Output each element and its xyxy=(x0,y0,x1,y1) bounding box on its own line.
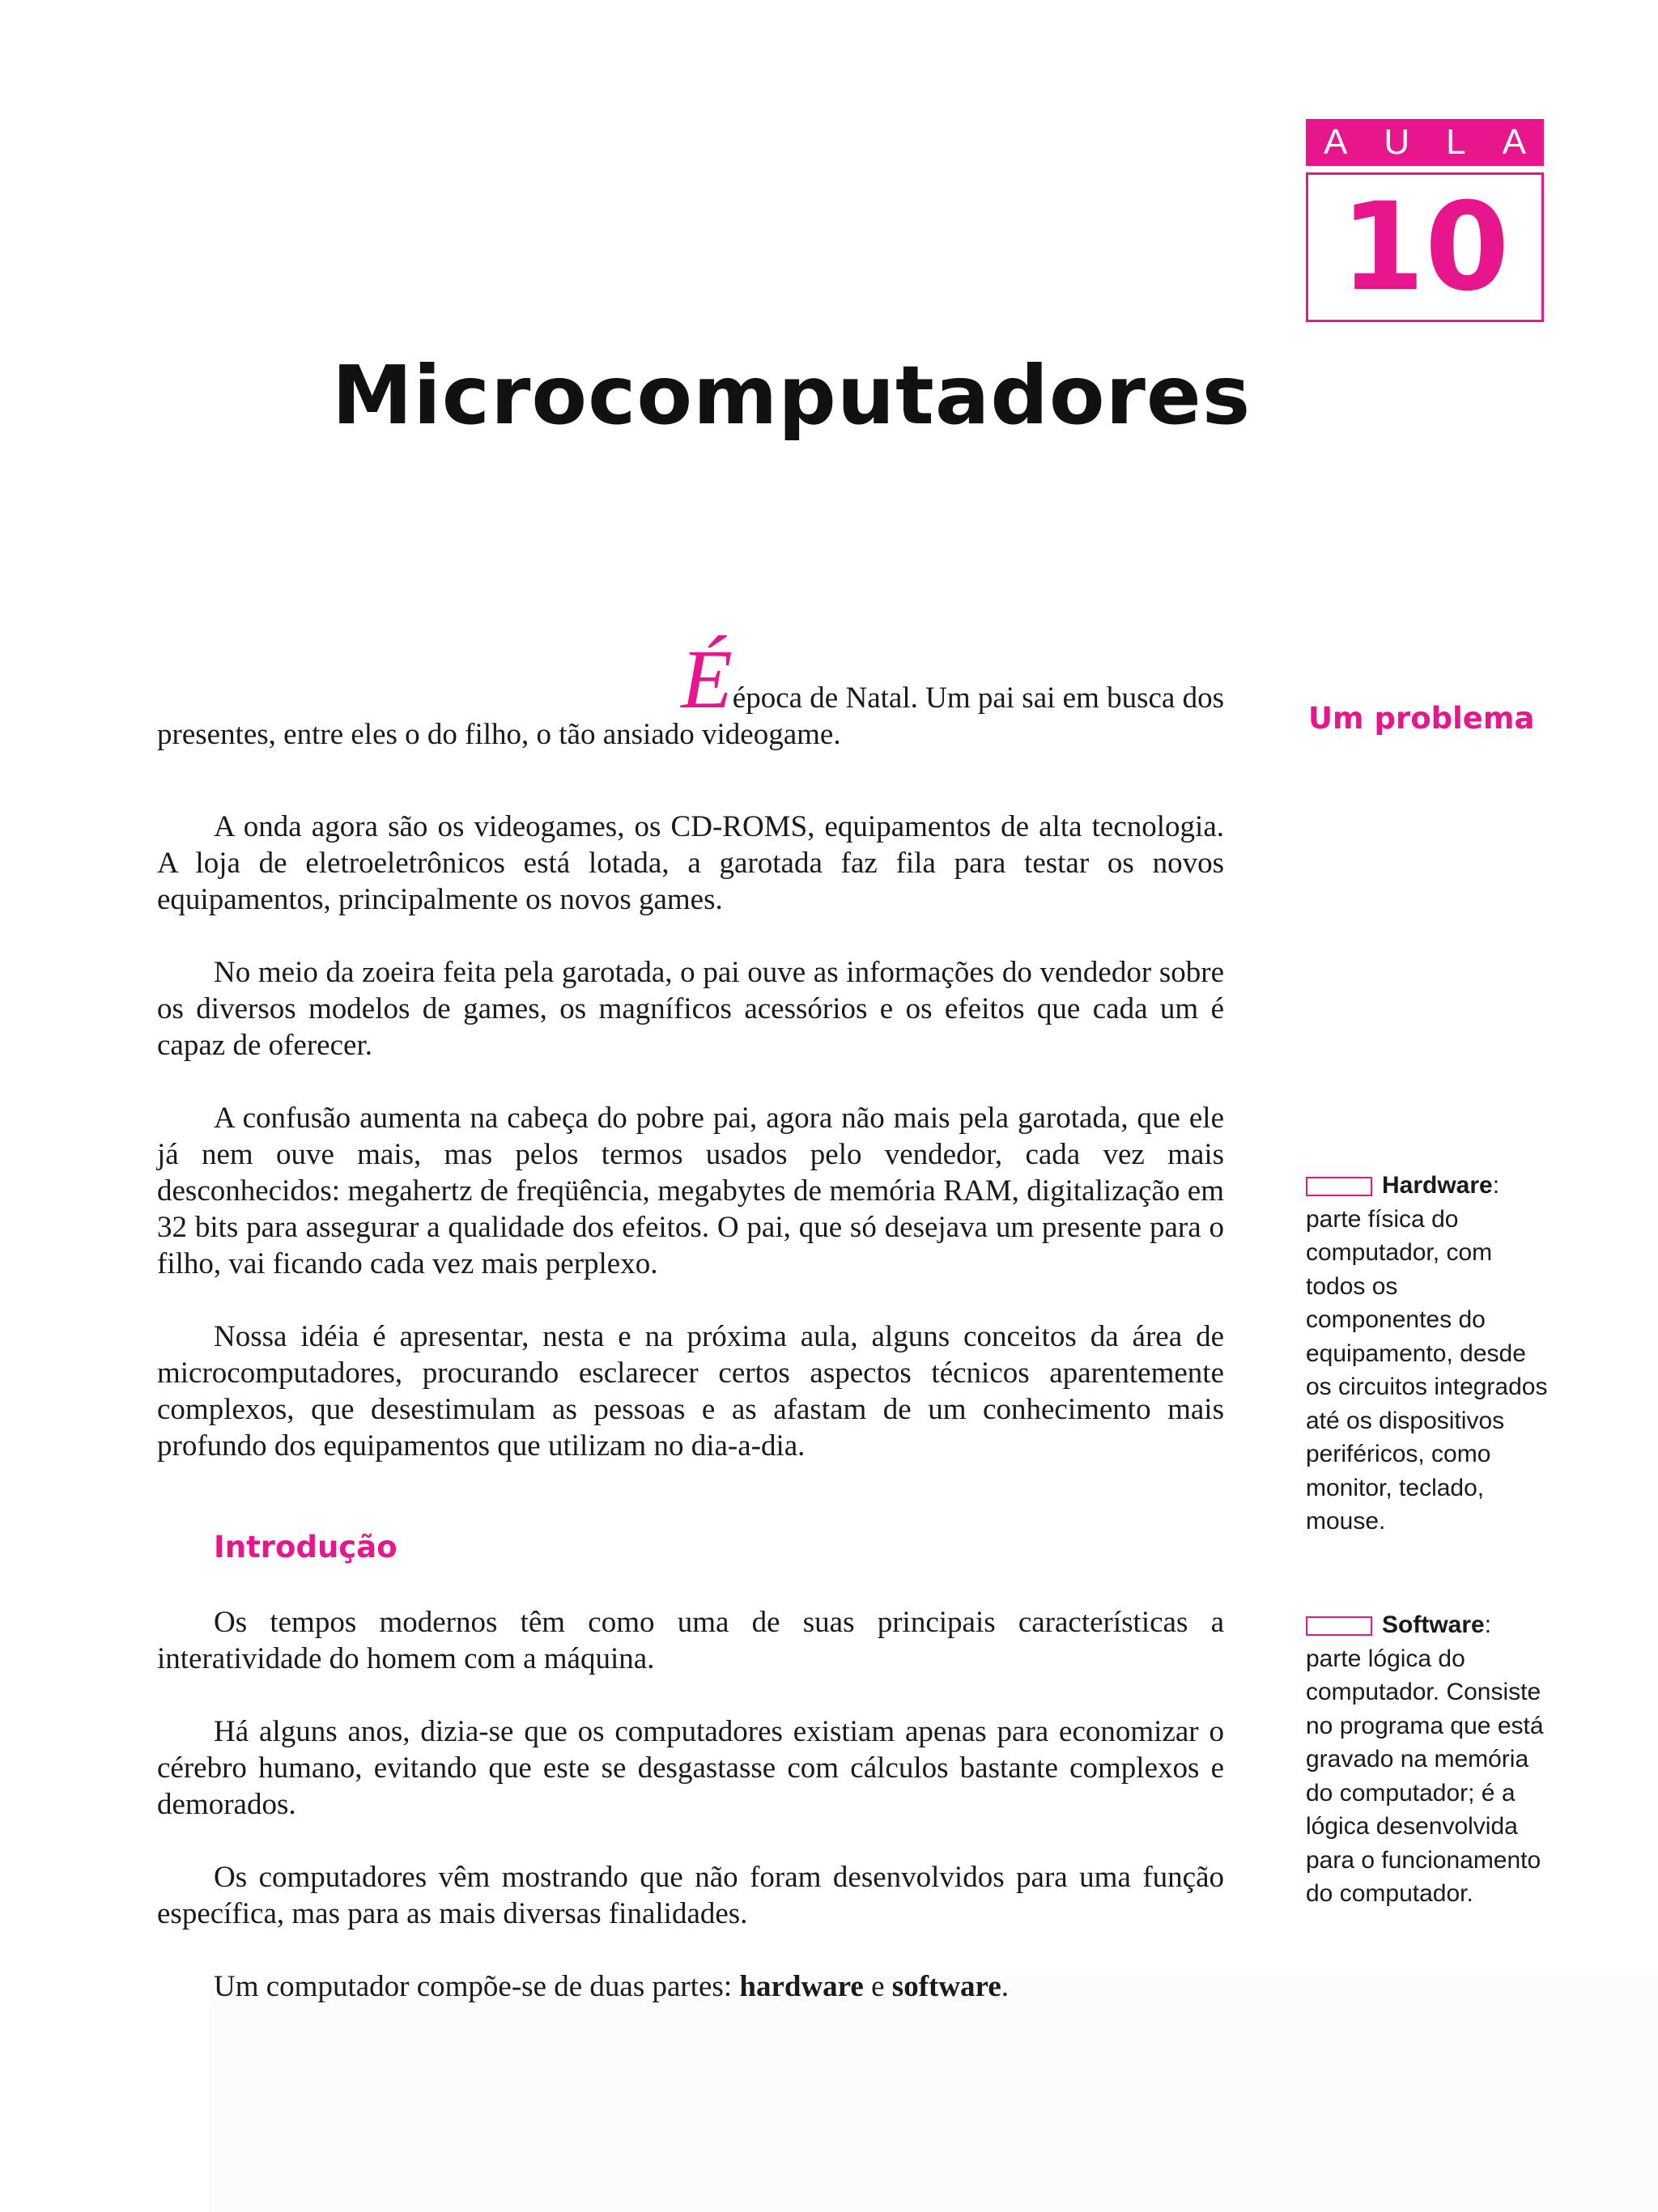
term-hardware: hardware xyxy=(739,1970,864,2003)
paragraph: No meio da zoeira feita pela garotada, o pai ouve as informações do vendedor sobre os diversos modelos de games, os magníficos acessórios e os efeitos que cada um é capaz de oferecer. xyxy=(157,956,1224,1062)
note-colon: : xyxy=(1492,1172,1500,1199)
note-software xyxy=(1306,1608,1549,1911)
note-text: parte física do computador, com todos os componentes do equipamento, desde os circuitos integrados até os dispositivos periféricos, como monitor, teclado, mouse. xyxy=(1306,1205,1548,1535)
page-shade xyxy=(209,1975,1658,2212)
lesson-letter: A xyxy=(1324,122,1348,162)
note-marker-icon xyxy=(1306,1616,1372,1636)
paragraph: A confusão aumenta na cabeça do pobre pai, agora não mais pela garotada, que ele já nem ouve mais, mas pelos termos usados pelo vendedor, cada vez mais desconhecidos: megahertz de freqüência, megabytes de memória RAM, digitalização em 32 bits para assegurar a qualidade dos efeitos. O pai, que só desejava um presente para o filho, vai ficando cada vez mais perplexo. xyxy=(157,1102,1224,1280)
paragraph: Os tempos modernos têm como uma de suas principais características a interatividade do homem com a máquina. xyxy=(157,1606,1224,1675)
paragraph: Os computadores vêm mostrando que não foram desenvolvidos para uma função específica, mas para as mais diversas finalidades. xyxy=(157,1861,1224,1930)
side-heading: Um problema xyxy=(1308,701,1535,736)
note-term: Software xyxy=(1382,1611,1485,1638)
final-text: e xyxy=(863,1970,892,2003)
page-title: Microcomputadores xyxy=(332,348,1252,443)
final-text: . xyxy=(1001,1970,1009,2003)
intro-second-line: presentes, entre eles o do filho, o tão ansiado videogame. xyxy=(157,718,841,751)
note-term: Hardware xyxy=(1382,1172,1493,1199)
lesson-letter: L xyxy=(1446,122,1466,162)
body-block-b xyxy=(157,1604,1224,2005)
lesson-letter: U xyxy=(1384,122,1410,162)
intro-first-line: época de Natal. Um pai sai em busca dos xyxy=(732,681,1224,715)
paragraph: Há alguns anos, dizia-se que os computadores existiam apenas para economizar o cérebro humano, evitando que este se desgastasse com cálculos bastante complexos e demorados. xyxy=(157,1715,1224,1821)
note-hardware xyxy=(1306,1169,1549,1539)
lesson-letter: A xyxy=(1502,122,1526,162)
term-software: software xyxy=(891,1970,1001,2003)
section-heading-introducao: Introdução xyxy=(214,1530,397,1565)
note-colon: : xyxy=(1484,1611,1492,1638)
dropcap-letter: É xyxy=(681,633,733,726)
lesson-number: 10 xyxy=(1306,172,1544,322)
note-marker-icon xyxy=(1306,1177,1372,1196)
paragraph: A onda agora são os videogames, os CD-ROMS, equipamentos de alta tecnologia. A loja de eletroeletrônicos está lotada, a garotada faz fila para testar os novos equipamentos, principalmente os novos games. xyxy=(157,810,1224,916)
body-block-a xyxy=(157,809,1224,1464)
lesson-label xyxy=(1306,119,1544,166)
note-text: parte lógica do computador. Consiste no programa que está gravado na memória do computador; é a lógica desenvolvida para o funcionamento do computador. xyxy=(1306,1645,1544,1907)
paragraph-final xyxy=(157,1968,1224,2005)
paragraph: Nossa idéia é apresentar, nesta e na próxima aula, alguns conceitos da área de microcomputadores, procurando esclarecer certos aspectos técnicos aparentemente complexos, que desestimulam as pessoas e as afastam de um conhecimento mais profundo dos equipamentos que utilizam no dia-a-dia. xyxy=(157,1320,1224,1463)
intro-paragraph xyxy=(157,633,1224,753)
final-text: Um computador compõe-se de duas partes: xyxy=(214,1970,740,2003)
